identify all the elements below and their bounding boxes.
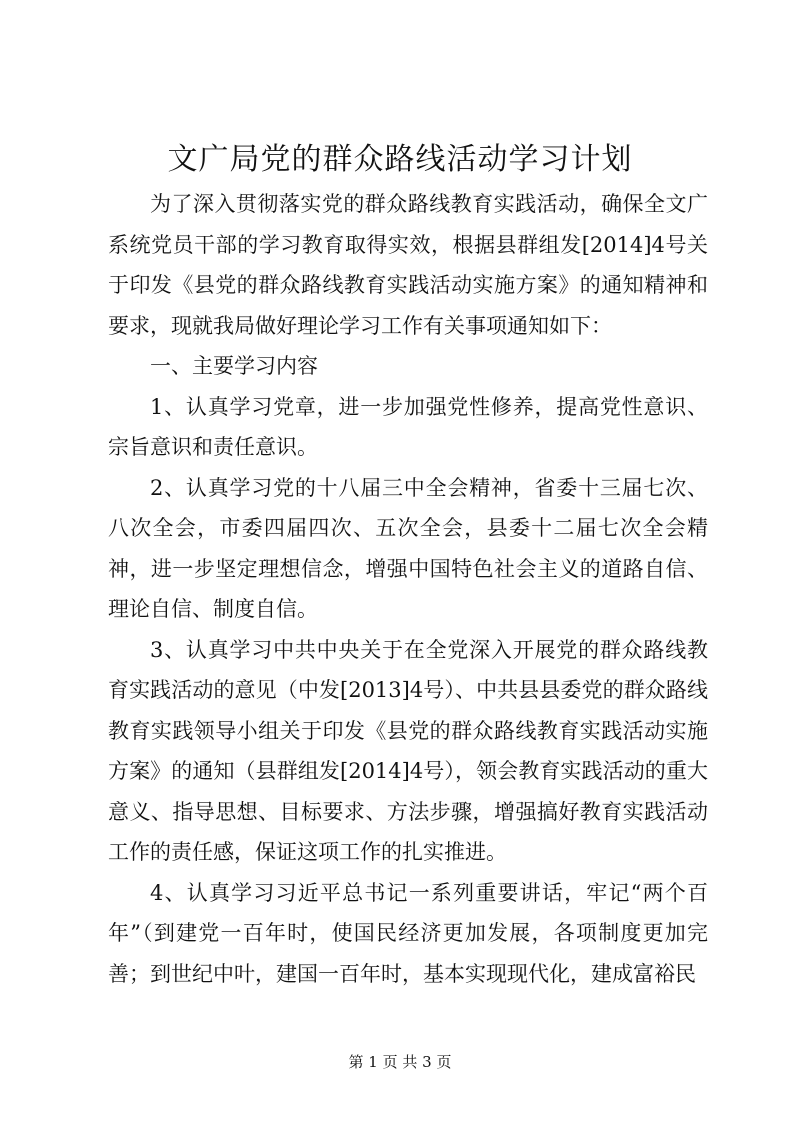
paragraph-item-4: 4、认真学习习近平总书记一系列重要讲话，牢记“两个百年”（到建党一百年时，使国民经济更加发展，各项制度更加完善；到世纪中叶，建国一百年时，基本实现现代化，建成富裕民 [108, 880, 708, 986]
paragraph-item-1: 1、认真学习党章，进一步加强党性修养，提高党性意识、宗旨意识和责任意识。 [108, 394, 708, 459]
paragraph-item-2: 2、认真学习党的十八届三中全会精神，省委十三届七次、八次全会，市委四届四次、五次全会，县委十二届七次全会精神，进一步坚定理想信念，增强中国特色社会主义的道路自信、理论自信、制度自信。 [108, 475, 708, 621]
page-footer: 第 1 页 共 3 页 [348, 1053, 452, 1071]
paragraph-intro: 为了深入贯彻落实党的群众路线教育实践活动，确保全文广系统党员干部的学习教育取得实效，根据县群组发[2014]4号关于印发《县党的群众路线教育实践活动实施方案》的通知精神和要求，现就我局做好理论学习工作有关事项通知如下： [108, 192, 708, 338]
section-heading-main-content: 一、主要学习内容 [150, 354, 318, 378]
document-body [108, 184, 708, 994]
paragraph-item-3: 3、认真学习中共中央关于在全党深入开展党的群众路线教育实践活动的意见（中发[2013]4号）、中共县县委党的群众路线教育实践领导小组关于印发《县党的群众路线教育实践活动实施方案》的通知（县群组发[2014]4号），领会教育实践活动的重大意义、指导思想、目标要求、方法步骤，增强搞好教育实践活动工作的责任感，保证这项工作的扎实推进。 [108, 637, 708, 864]
document-title: 文广局党的群众路线活动学习计划 [167, 142, 633, 177]
